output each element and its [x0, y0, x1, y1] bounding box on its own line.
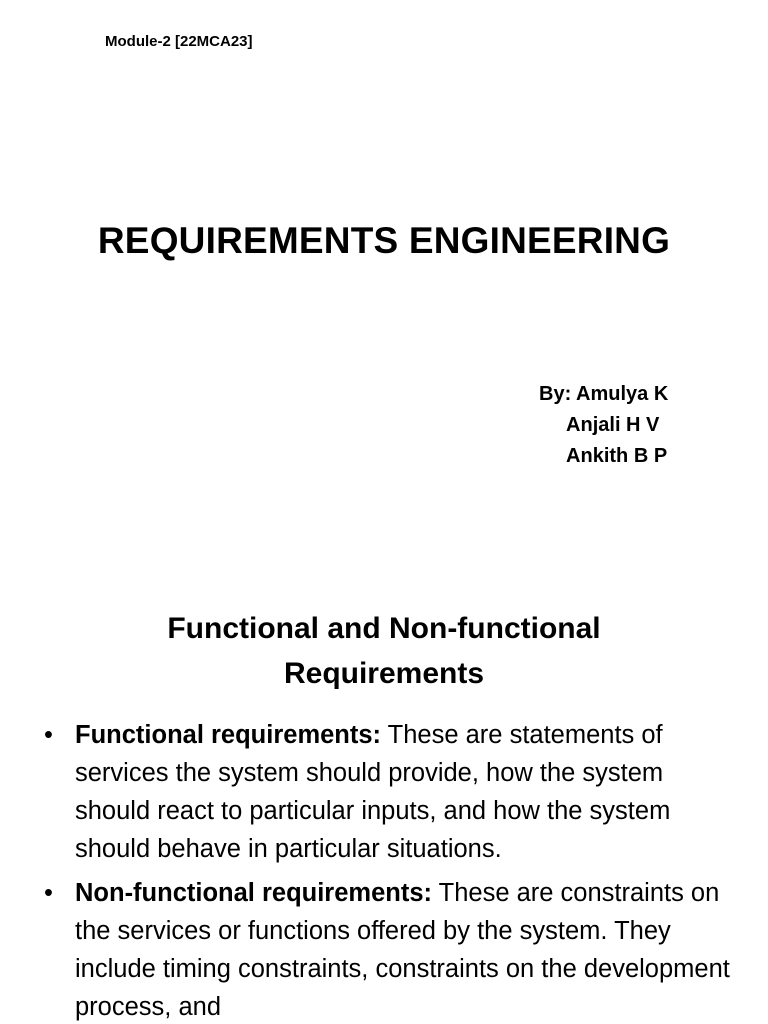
- module-label: Module-2 [22MCA23]: [105, 33, 253, 50]
- requirements-list: [40, 716, 730, 1024]
- term-label: Functional requirements:: [75, 721, 382, 749]
- bullet-icon: •: [44, 879, 53, 907]
- term-description: These are statements of services the system should provide, how the system should react to particular inputs, and how the system should behave in particular situations.: [75, 721, 671, 863]
- section-title: [0, 606, 768, 696]
- section-title-line: Functional and Non-functional: [167, 612, 601, 645]
- author-line: Anjali H V: [539, 414, 660, 436]
- list-item: [40, 716, 730, 868]
- authors-block: [539, 379, 668, 472]
- author-line: By: Amulya K: [539, 383, 669, 405]
- bullet-icon: •: [44, 721, 53, 749]
- author-line: Ankith B P: [539, 445, 668, 467]
- term-label: Non-functional requirements:: [75, 879, 433, 907]
- page-title: REQUIREMENTS ENGINEERING: [97, 220, 671, 261]
- section-title-line: Requirements: [283, 657, 485, 690]
- list-item: [40, 874, 730, 1024]
- term-description: These are constraints on the services or functions offered by the system. They include timing constraints, constraints on the development process, and: [75, 879, 730, 1021]
